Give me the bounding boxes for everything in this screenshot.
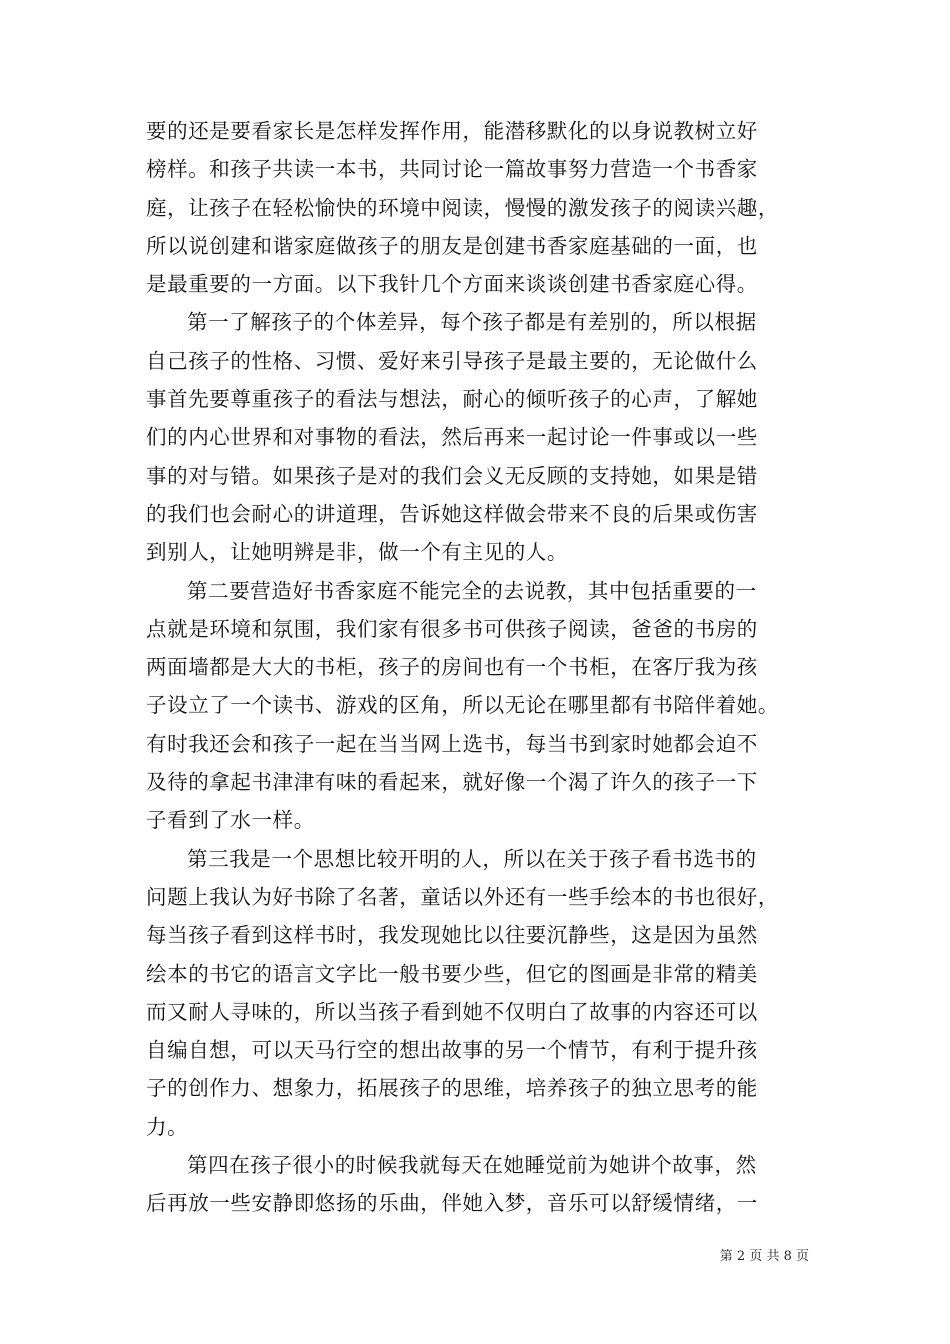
text-line: 事首先要尊重孩子的看法与想法，耐心的倾听孩子的心声，了解她 xyxy=(146,387,758,412)
text-line: 第一了解孩子的个体差异，每个孩子都是有差别的，所以根据 xyxy=(187,310,757,335)
text-line: 第三我是一个思想比较开明的人，所以在关于孩子看书选书的 xyxy=(187,846,757,871)
text-line: 问题上我认为好书除了名著，童话以外还有一些手绘本的书也很好， xyxy=(146,884,779,909)
text-line: 事的对与错。如果孩子是对的我们会义无反顾的支持她，如果是错 xyxy=(146,463,758,488)
document-body xyxy=(146,112,810,1223)
text-line: 子设立了一个读书、游戏的区角，所以无论在哪里都有书陪伴着她。 xyxy=(146,693,779,718)
text-line: 有时我还会和孩子一起在当当网上选书，每当书到家时她都会迫不 xyxy=(146,731,758,756)
text-line: 及待的拿起书津津有味的看起来，就好像一个渴了许久的孩子一下 xyxy=(146,770,758,795)
text-line: 榜样。和孩子共读一本书，共同讨论一篇故事努力营造一个书香家 xyxy=(146,157,758,182)
text-line: 自己孩子的性格、习惯、爱好来引导孩子是最主要的，无论做什么 xyxy=(146,348,758,373)
text-line: 两面墙都是大大的书柜，孩子的房间也有一个书柜，在客厅我为孩 xyxy=(146,655,758,680)
text-line: 子看到了水一样。 xyxy=(146,808,315,833)
text-line: 绘本的书它的语言文字比一般书要少些，但它的图画是非常的精美 xyxy=(146,961,758,986)
text-line: 所以说创建和谐家庭做孩子的朋友是创建书香家庭基础的一面，也 xyxy=(146,233,758,258)
text-line: 是最重要的一方面。以下我针几个方面来谈谈创建书香家庭心得。 xyxy=(146,272,758,297)
text-line: 的我们也会耐心的讲道理，告诉她这样做会带来不良的后果或伤害 xyxy=(146,501,758,526)
text-line: 子的创作力、想象力，拓展孩子的思维，培养孩子的独立思考的能 xyxy=(146,1076,758,1101)
text-line: 到别人，让她明辨是非，做一个有主见的人。 xyxy=(146,540,568,565)
text-line: 第四在孩子很小的时候我就每天在她睡觉前为她讲个故事，然 xyxy=(187,1153,757,1178)
text-line: 要的还是要看家长是怎样发挥作用，能潜移默化的以身说教树立好 xyxy=(146,119,758,143)
text-line: 自编自想，可以天马行空的想出故事的另一个情节，有利于提升孩 xyxy=(146,1038,758,1063)
text-line: 力。 xyxy=(146,1114,189,1139)
text-line: 每当孩子看到这样书时，我发现她比以往要沉静些，这是因为虽然 xyxy=(146,923,758,948)
page-number-footer: 第 2 页 共 8 页 xyxy=(719,1249,809,1264)
text-line: 庭，让孩子在轻松愉快的环境中阅读，慢慢的激发孩子的阅读兴趣， xyxy=(146,195,779,220)
text-line: 点就是环境和氛围，我们家有很多书可供孩子阅读，爸爸的书房的 xyxy=(146,616,758,641)
text-line: 后再放一些安静即悠扬的乐曲，伴她入梦，音乐可以舒缓情绪，一 xyxy=(146,1191,758,1216)
text-line: 而又耐人寻味的，所以当孩子看到她不仅明白了故事的内容还可以 xyxy=(146,999,758,1024)
text-line: 第二要营造好书香家庭不能完全的去说教，其中包括重要的一 xyxy=(187,578,757,603)
text-line: 们的内心世界和对事物的看法，然后再来一起讨论一件事或以一些 xyxy=(146,425,758,450)
